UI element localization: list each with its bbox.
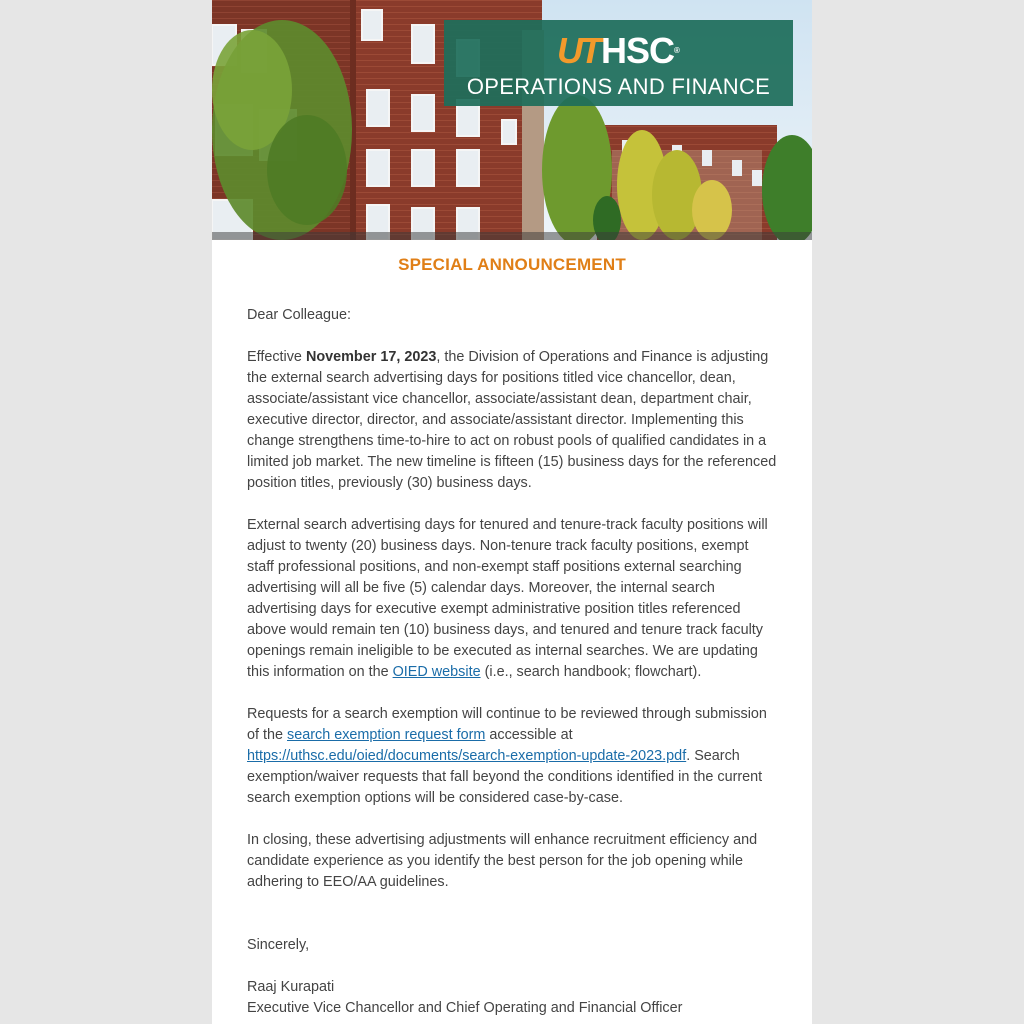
spacer — [247, 914, 779, 935]
uthsc-logo — [444, 30, 793, 71]
email-container — [212, 0, 812, 1024]
division-name: OPERATIONS AND FINANCE — [466, 74, 771, 99]
search-exemption-form-link[interactable]: search exemption request form — [287, 727, 486, 743]
effective-date: November 17, 2023 — [305, 349, 437, 365]
salutation: Dear Colleague: — [247, 307, 351, 323]
oied-website-link[interactable]: OIED website — [392, 664, 481, 680]
email-body — [247, 305, 779, 1019]
signature-name: Raaj Kurapati — [247, 979, 335, 995]
signature-title: Executive Vice Chancellor and Chief Operating and Financial Officer — [247, 1000, 683, 1016]
paragraph3-lead: Requests for a search exemption will continue to be reviewed through submission of the — [247, 706, 767, 743]
closing: Sincerely, — [247, 937, 310, 953]
logo-hsc: HSC — [601, 30, 675, 71]
search-exemption-pdf-link[interactable]: https://uthsc.edu/oied/documents/search-exemption-update-2023.pdf — [247, 748, 687, 764]
paragraph-search-exemption — [247, 704, 779, 809]
paragraph2-after: (i.e., search handbook; flowchart). — [480, 664, 702, 680]
paragraph-closing-remarks: In closing, these advertising adjustments will enhance recruitment efficiency and candidate experience as you identify the best person for the job opening while adhering to EEO/AA guidelines. — [247, 832, 758, 890]
logo-registered-mark: ® — [674, 46, 680, 55]
header-banner — [212, 0, 812, 240]
announcement-title: SPECIAL ANNOUNCEMENT — [398, 255, 626, 274]
logo-ut: UT — [557, 30, 600, 71]
paragraph1-lead: Effective — [247, 349, 306, 365]
paragraph3-rest: . Search exemption/waiver requests that fall beyond the conditions identified in the current search exemption options will be considered case-by-case. — [247, 748, 763, 806]
paragraph-advertising-days — [247, 515, 779, 683]
paragraph1-rest: , the Division of Operations and Finance is adjusting the external search advertising days for positions titled vice chancellor, dean, associate/assistant vice chancellor, associate/assistant dean, department chair, executive director, director, and associate/assistant director. Implementing this change strengthens time-to-hire to act on robust pools of qualified candidates in a limited job market. The new timeline is fifteen (15) business days for the referenced position titles, previously (30) business days. — [247, 349, 777, 491]
signature-block — [247, 977, 779, 1019]
paragraph2-text: External search advertising days for tenured and tenure-track faculty positions will adjust to twenty (20) business days. Non-tenure track faculty positions, exempt staff professional positions, and non-exempt staff positions external searching advertising will all be five (5) calendar days. Moreover, the internal search advertising days for executive exempt administrative position titles referenced above would remain ten (10) business days, and tenured and tenure track faculty openings remain ineligible to be executed as internal searches. We are updating this information on the — [247, 517, 768, 680]
brand-banner — [444, 20, 793, 106]
paragraph-effective-date — [247, 347, 779, 494]
paragraph3-mid: accessible at — [485, 727, 573, 743]
